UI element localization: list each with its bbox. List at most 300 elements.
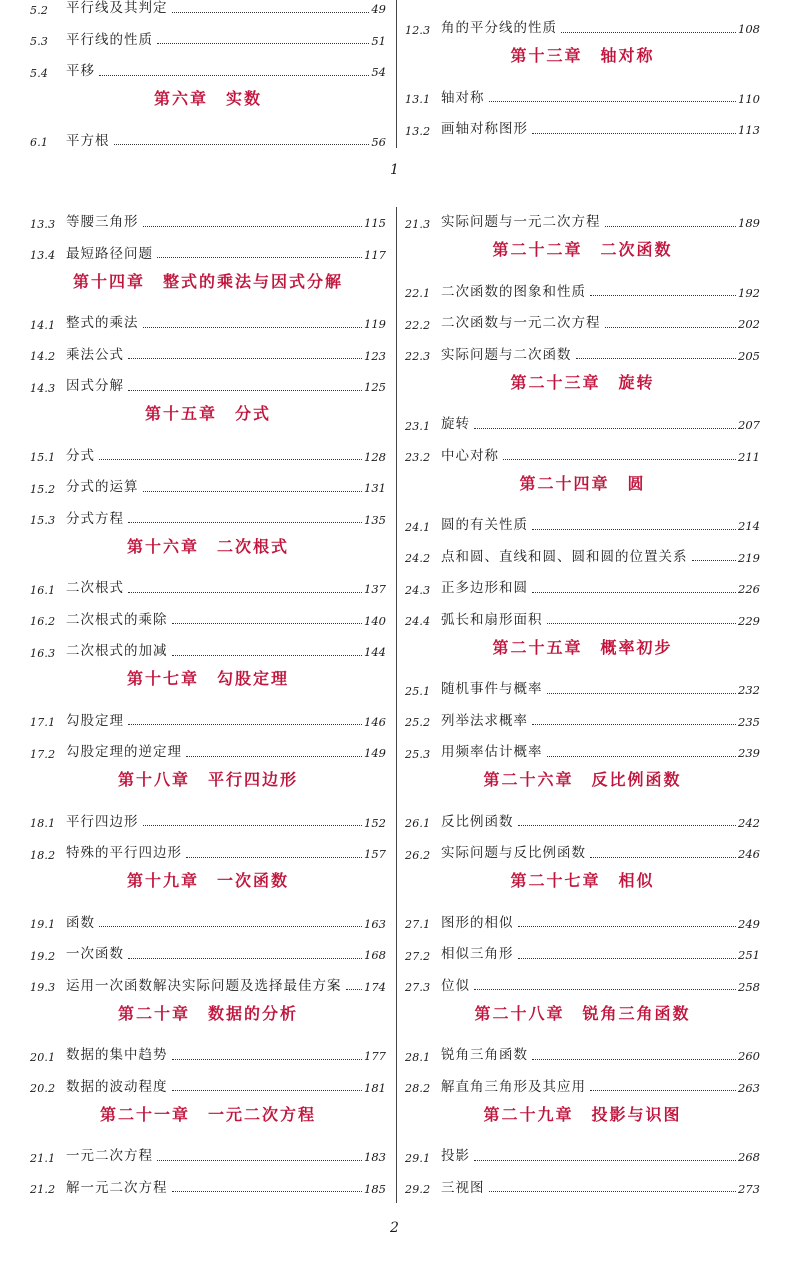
section-title: 实际问题与一元二次方程 (441, 214, 601, 230)
page-reference: 54 (371, 65, 386, 79)
dot-leader (518, 926, 737, 927)
section-title: 点和圆、直线和圆、圆和圆的位置关系 (441, 548, 688, 565)
page-reference: 207 (738, 418, 760, 432)
section-number: 27.2 (405, 949, 431, 963)
toc-entry[interactable] (30, 362, 386, 394)
chapter-title: 圆 (627, 473, 646, 493)
chapter-heading (405, 627, 760, 665)
section-title: 分式 (66, 447, 95, 464)
dot-leader (532, 529, 736, 530)
bottom-column-divider (396, 207, 397, 1203)
toc-entry[interactable] (30, 117, 386, 149)
page-reference: 202 (738, 317, 760, 331)
page-reference: 249 (738, 916, 760, 931)
chapter-number: 第十六章 (126, 536, 199, 556)
toc-entry[interactable] (405, 299, 760, 331)
section-number: 12.3 (405, 23, 431, 37)
chapter-number: 第二十三章 (510, 372, 601, 392)
section-number: 27.3 (405, 981, 431, 994)
section-title: 二次函数与一元二次方程 (441, 315, 601, 331)
section-number: 14.3 (30, 381, 56, 395)
chapter-title: 投影与识图 (591, 1104, 682, 1124)
section-number: 5.4 (30, 66, 49, 80)
section-title: 分式的运算 (66, 479, 139, 495)
toc-entry[interactable] (405, 74, 760, 106)
section-number: 13.4 (30, 249, 56, 262)
page-number-2: 2 (390, 1220, 399, 1236)
chapter-number: 第十三章 (510, 46, 583, 65)
toc-entry[interactable] (30, 463, 386, 495)
section-number: 24.2 (405, 552, 431, 565)
section-number: 22.3 (405, 350, 431, 363)
chapter-heading (30, 861, 386, 899)
dot-leader (547, 623, 737, 624)
chapter-title: 轴对称 (600, 46, 655, 65)
section-number: 5.2 (30, 3, 49, 17)
toc-entry[interactable] (30, 899, 386, 931)
section-number: 28.1 (405, 1050, 431, 1064)
section-number: 13.1 (405, 93, 431, 106)
toc-entry[interactable] (405, 501, 760, 533)
section-number: 16.2 (30, 615, 56, 628)
section-number: 18.2 (30, 848, 56, 862)
dot-leader (186, 857, 362, 858)
chapter-heading (30, 1094, 386, 1132)
chapter-title: 锐角三角函数 (582, 1003, 691, 1023)
chapter-title: 整式的乘法与因式分解 (163, 271, 344, 291)
section-number: 14.1 (30, 318, 56, 332)
page-reference: 125 (364, 380, 386, 394)
chapter-number: 第十五章 (144, 404, 217, 423)
toc-entry[interactable] (405, 962, 760, 994)
toc-entry[interactable] (30, 798, 386, 830)
page-reference: 137 (364, 582, 386, 596)
toc-entry[interactable] (30, 47, 386, 79)
page-reference: 185 (364, 1181, 386, 1196)
toc-entry[interactable] (30, 1063, 386, 1095)
section-title: 特殊的平行四边形 (66, 845, 182, 861)
dot-leader (99, 926, 362, 927)
chapter-heading (30, 394, 386, 432)
toc-entry[interactable] (405, 268, 760, 300)
dot-leader (128, 592, 362, 593)
section-number: 21.1 (30, 1151, 56, 1165)
page-reference: 123 (364, 348, 386, 363)
section-number: 27.1 (405, 918, 431, 931)
page-reference: 157 (364, 847, 386, 861)
section-title: 中心对称 (441, 447, 499, 464)
toc-entry[interactable] (30, 1132, 386, 1164)
page-reference: 119 (364, 317, 386, 331)
toc-entry[interactable] (405, 564, 760, 596)
section-title: 解一元二次方程 (66, 1179, 168, 1196)
page-reference: 56 (371, 134, 386, 149)
section-number: 17.2 (30, 747, 56, 761)
section-number: 17.1 (30, 716, 56, 729)
page-reference: 242 (738, 815, 760, 830)
dot-leader (172, 12, 370, 13)
section-number: 6.1 (30, 136, 49, 149)
section-title: 分式方程 (66, 510, 124, 527)
section-title: 整式的乘法 (66, 315, 139, 331)
page-reference: 214 (738, 519, 760, 533)
page-reference: 140 (364, 613, 386, 628)
toc-entry[interactable] (405, 432, 760, 464)
dot-leader (172, 1191, 363, 1192)
section-title: 勾股定理的逆定理 (66, 744, 182, 760)
section-number: 25.2 (405, 716, 431, 729)
section-title: 因式分解 (66, 378, 124, 394)
chapter-number: 第十四章 (72, 271, 145, 291)
section-number: 19.2 (30, 949, 56, 963)
chapter-number: 第二十四章 (519, 473, 610, 493)
toc-entry[interactable] (405, 1132, 760, 1164)
chapter-heading (30, 526, 386, 564)
page-reference: 205 (738, 348, 760, 363)
section-number: 15.2 (30, 482, 56, 496)
toc-entry[interactable] (30, 1164, 386, 1196)
dot-leader (474, 1160, 736, 1161)
toc-entry[interactable] (30, 930, 386, 962)
dot-leader (172, 1090, 363, 1091)
chapter-title: 实数 (226, 89, 263, 108)
page-reference: 135 (364, 512, 386, 527)
chapter-title: 二次根式 (217, 536, 290, 556)
toc-entry[interactable] (405, 400, 760, 432)
section-title: 二次根式 (66, 580, 124, 596)
page-reference: 144 (364, 645, 386, 659)
page-reference: 51 (371, 33, 386, 48)
page-reference: 251 (738, 948, 760, 962)
chapter-title: 相似 (618, 871, 655, 890)
toc-entry[interactable] (30, 962, 386, 994)
page-reference: 239 (738, 746, 760, 760)
dot-leader (172, 655, 363, 656)
dot-leader (532, 1059, 736, 1060)
dot-leader (532, 592, 736, 593)
chapter-number: 第二十八章 (474, 1003, 565, 1023)
section-title: 反比例函数 (441, 813, 514, 830)
dot-leader (99, 459, 362, 460)
dot-leader (143, 825, 363, 826)
chapter-heading (405, 993, 760, 1031)
section-number: 13.3 (30, 217, 56, 231)
toc-entry[interactable] (30, 16, 386, 48)
toc-entry[interactable] (30, 728, 386, 760)
section-number: 16.1 (30, 583, 56, 597)
page-reference: 108 (738, 22, 760, 36)
section-title: 一次函数 (66, 946, 124, 962)
section-title: 平移 (66, 63, 95, 79)
dot-leader (489, 101, 737, 102)
section-number: 26.1 (405, 817, 431, 830)
page-reference: 168 (364, 948, 386, 962)
section-title: 一元二次方程 (66, 1148, 153, 1164)
dot-leader (518, 825, 737, 826)
page-reference: 131 (364, 481, 386, 495)
section-title: 圆的有关性质 (441, 517, 528, 533)
toc-bottom-left-column (30, 198, 386, 1195)
toc-entry[interactable] (405, 1164, 760, 1196)
page-reference: 232 (738, 683, 760, 697)
section-title: 轴对称 (441, 89, 485, 106)
section-number: 21.2 (30, 1183, 56, 1196)
page-reference: 146 (364, 714, 386, 729)
toc-entry[interactable] (30, 495, 386, 527)
dot-leader (561, 32, 736, 33)
dot-leader (474, 428, 736, 429)
dot-leader (692, 560, 737, 561)
toc-entry[interactable] (30, 432, 386, 464)
page-reference: 128 (364, 449, 386, 464)
chapter-title: 旋转 (618, 372, 655, 392)
page-reference: 163 (364, 916, 386, 931)
toc-entry[interactable] (30, 331, 386, 363)
section-title: 图形的相似 (441, 914, 514, 931)
chapter-heading (405, 230, 760, 268)
section-title: 勾股定理 (66, 712, 124, 729)
dot-leader (590, 1090, 736, 1091)
chapter-heading (405, 760, 760, 798)
chapter-title: 二次函数 (600, 240, 673, 259)
page-reference: 174 (364, 979, 386, 994)
section-title: 乘法公式 (66, 346, 124, 363)
chapter-heading (405, 362, 760, 400)
dot-leader (605, 226, 737, 227)
section-title: 二次根式的乘除 (66, 611, 168, 628)
section-title: 旋转 (441, 416, 470, 432)
dot-leader (547, 693, 737, 694)
toc-bottom-right-column (405, 198, 760, 1195)
chapter-heading (30, 659, 386, 697)
section-number: 15.1 (30, 451, 56, 464)
page-reference: 263 (738, 1080, 760, 1095)
chapter-heading (405, 861, 760, 899)
section-number: 23.1 (405, 419, 431, 433)
page-reference: 110 (738, 91, 760, 106)
section-number: 19.1 (30, 918, 56, 931)
section-title: 解直角三角形及其应用 (441, 1078, 586, 1095)
toc-entry[interactable] (30, 829, 386, 861)
dot-leader (518, 958, 737, 959)
chapter-heading (30, 760, 386, 798)
chapter-number: 第十七章 (126, 669, 199, 688)
dot-leader (99, 75, 369, 76)
dot-leader (143, 226, 363, 227)
section-number: 22.2 (405, 318, 431, 332)
dot-leader (186, 756, 362, 757)
chapter-number: 第二十章 (117, 1003, 190, 1023)
toc-entry[interactable] (405, 596, 760, 628)
page-reference: 226 (738, 582, 760, 596)
page-reference: 152 (364, 815, 386, 830)
section-number: 25.1 (405, 684, 431, 698)
dot-leader (114, 144, 370, 145)
chapter-title: 分式 (235, 404, 272, 423)
dot-leader (346, 989, 363, 990)
dot-leader (532, 133, 736, 134)
dot-leader (143, 327, 363, 328)
chapter-number: 第十八章 (117, 770, 190, 789)
page-reference: 211 (738, 449, 760, 464)
section-title: 弧长和扇形面积 (441, 611, 543, 628)
page-reference: 117 (364, 247, 386, 262)
section-title: 平行四边形 (66, 813, 139, 830)
dot-leader (143, 491, 363, 492)
toc-entry[interactable] (405, 899, 760, 931)
chapter-number: 第二十九章 (483, 1104, 574, 1124)
dot-leader (590, 295, 736, 296)
section-title: 数据的波动程度 (66, 1078, 168, 1095)
section-title: 角的平分线的性质 (441, 20, 557, 36)
page-reference: 229 (738, 613, 760, 628)
toc-entry[interactable] (30, 564, 386, 596)
section-title: 随机事件与概率 (441, 681, 543, 697)
dot-leader (128, 958, 362, 959)
toc-entry[interactable] (30, 198, 386, 230)
dot-leader (503, 459, 736, 460)
chapter-title: 概率初步 (600, 637, 673, 657)
section-number: 20.2 (30, 1082, 56, 1095)
page-reference: 115 (364, 216, 386, 230)
page-reference: 273 (738, 1181, 760, 1196)
section-title: 实际问题与二次函数 (441, 346, 572, 363)
section-number: 24.3 (405, 583, 431, 597)
section-number: 25.3 (405, 747, 431, 761)
dot-leader (128, 390, 362, 391)
section-title: 锐角三角函数 (441, 1047, 528, 1063)
page-reference: 260 (738, 1049, 760, 1063)
toc-entry[interactable] (405, 829, 760, 861)
chapter-title: 数据的分析 (208, 1003, 299, 1023)
chapter-number: 第二十六章 (483, 770, 574, 789)
section-number: 18.1 (30, 817, 56, 830)
section-title: 等腰三角形 (66, 214, 139, 230)
section-number: 24.4 (405, 615, 431, 628)
toc-top-left-column (30, 0, 386, 148)
page-number-1: 1 (390, 162, 399, 178)
toc-entry[interactable] (405, 1063, 760, 1095)
chapter-number: 第二十二章 (492, 240, 583, 259)
dot-leader (474, 989, 736, 990)
chapter-title: 反比例函数 (591, 770, 682, 789)
dot-leader (128, 358, 362, 359)
page-reference: 113 (738, 123, 760, 137)
toc-entry[interactable] (405, 697, 760, 729)
chapter-title: 勾股定理 (217, 669, 290, 688)
section-title: 画轴对称图形 (441, 121, 528, 137)
section-title: 相似三角形 (441, 946, 514, 962)
toc-entry[interactable] (30, 697, 386, 729)
toc-entry[interactable] (30, 1031, 386, 1063)
chapter-heading (30, 261, 386, 299)
toc-entry[interactable] (405, 798, 760, 830)
section-number: 15.3 (30, 514, 56, 527)
toc-entry[interactable] (405, 331, 760, 363)
page-reference: 149 (364, 746, 386, 760)
section-number: 24.1 (405, 520, 431, 534)
section-title: 平行线的性质 (66, 31, 153, 48)
page-reference: 183 (364, 1150, 386, 1164)
toc-entry[interactable] (30, 627, 386, 659)
section-number: 28.2 (405, 1082, 431, 1095)
section-title: 最短路径问题 (66, 245, 153, 262)
page-reference: 189 (738, 216, 760, 230)
section-title: 运用一次函数解决实际问题及选择最佳方案 (66, 977, 342, 994)
section-title: 位似 (441, 977, 470, 994)
section-title: 数据的集中趋势 (66, 1047, 168, 1063)
section-number: 26.2 (405, 848, 431, 862)
toc-entry[interactable] (405, 105, 760, 137)
dot-leader (576, 358, 737, 359)
toc-entry[interactable] (30, 596, 386, 628)
dot-leader (157, 257, 362, 258)
dot-leader (605, 327, 737, 328)
dot-leader (157, 43, 369, 44)
section-title: 平方根 (66, 132, 110, 149)
dot-leader (547, 756, 737, 757)
section-number: 16.3 (30, 646, 56, 660)
dot-leader (590, 857, 736, 858)
page-reference: 235 (738, 714, 760, 729)
section-number: 14.2 (30, 350, 56, 363)
toc-top-right-column (405, 4, 760, 137)
page-reference: 268 (738, 1150, 760, 1164)
section-number: 20.1 (30, 1050, 56, 1064)
section-title: 列举法求概率 (441, 712, 528, 729)
page-reference: 192 (738, 285, 760, 300)
dot-leader (172, 623, 363, 624)
toc-entry[interactable] (405, 4, 760, 36)
toc-entry[interactable] (405, 198, 760, 230)
chapter-heading (30, 993, 386, 1031)
top-column-divider (396, 0, 397, 148)
chapter-title: 平行四边形 (208, 770, 299, 789)
dot-leader (172, 1059, 363, 1060)
toc-entry[interactable] (30, 0, 386, 16)
toc-entry[interactable] (30, 230, 386, 262)
page-reference: 246 (738, 847, 760, 861)
page-reference: 258 (738, 979, 760, 994)
section-number: 13.2 (405, 124, 431, 138)
section-number: 22.1 (405, 287, 431, 300)
toc-entry[interactable] (405, 665, 760, 697)
dot-leader (128, 522, 362, 523)
toc-entry[interactable] (405, 930, 760, 962)
section-title: 二次函数的图象和性质 (441, 283, 586, 300)
section-title: 实际问题与反比例函数 (441, 845, 586, 861)
toc-entry[interactable] (30, 299, 386, 331)
toc-entry[interactable] (405, 533, 760, 565)
chapter-title: 一次函数 (217, 871, 290, 890)
section-number: 29.2 (405, 1183, 431, 1196)
toc-entry[interactable] (405, 728, 760, 760)
page-reference: 181 (364, 1080, 386, 1095)
toc-entry[interactable] (405, 1031, 760, 1063)
chapter-heading (405, 463, 760, 501)
section-number: 23.2 (405, 451, 431, 464)
chapter-title: 一元二次方程 (208, 1104, 317, 1124)
section-title: 函数 (66, 914, 95, 931)
section-number: 19.3 (30, 981, 56, 994)
chapter-number: 第二十七章 (510, 871, 601, 890)
section-title: 平行线及其判定 (66, 0, 168, 16)
section-number: 29.1 (405, 1151, 431, 1165)
section-title: 二次根式的加减 (66, 643, 168, 659)
page-reference: 177 (364, 1049, 386, 1063)
chapter-number: 第二十一章 (99, 1104, 190, 1124)
dot-leader (128, 724, 362, 725)
